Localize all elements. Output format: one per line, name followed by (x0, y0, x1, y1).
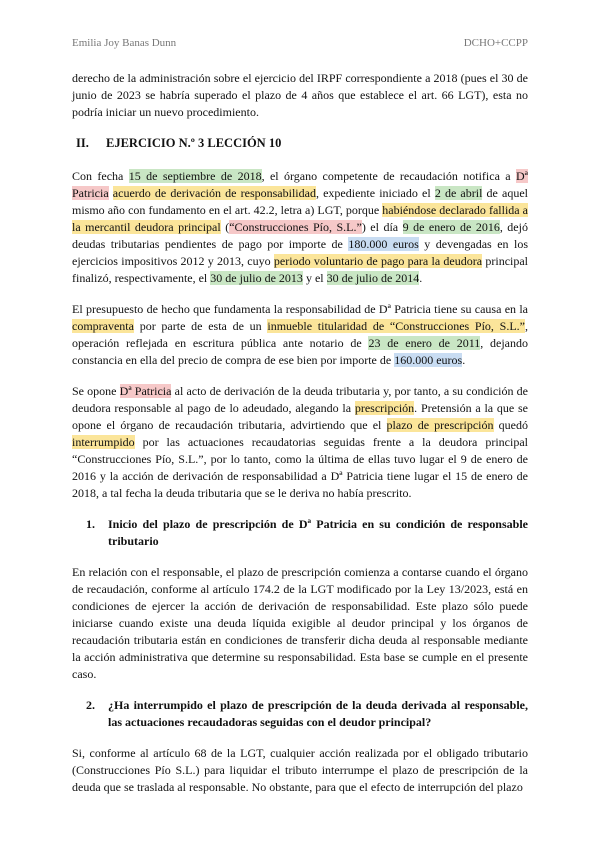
highlight-bankruptcy: habiéndose declarado fallida a la mercantil deudora principal (72, 203, 529, 234)
text-run: por parte de esta de un (133, 319, 268, 333)
paragraph-intro: derecho de la administración sobre el ejercicio del IRPF correspondiente a 2018 (pues el 30 de junio de 2023 se habría superado el plazo de 4 años que establece el art. 66 LGT), esta no podría iniciar un nuevo procedimiento. (72, 71, 528, 119)
text-run: , el órgano competente de recaudación notifica a (261, 169, 517, 183)
subheading-title: ¿Ha interrumpido el plazo de prescripción de la deuda derivada al responsable, las actuaciones recaudadoras seguidas con el deudor principal? (108, 698, 528, 729)
text-run: , operación reflejada en escritura pública ante notario de (72, 319, 528, 350)
highlight-prescription: prescripción (354, 401, 415, 415)
highlight-party-patricia: Dª Patricia (119, 384, 172, 398)
highlight-date-bankruptcy: 9 de enero de 2016 (402, 220, 500, 234)
highlight-amount-debt: 180.000 euros (348, 237, 419, 251)
highlight-date-2014: 30 de julio de 2014 (326, 271, 420, 285)
section-number: II. (76, 136, 89, 150)
text-run: . Pretensión a la que se opone el órgano de recaudación tributaria, advirtiendo que el (72, 401, 529, 432)
subheading-2 (72, 697, 528, 731)
header-course: DCHO+CCPP (463, 37, 528, 49)
subheading-number: 1. (86, 517, 95, 531)
text-run: . (462, 353, 466, 367)
text-run: El presupuesto de hecho que fundamenta la responsabilidad de Dª Patricia tiene su causa en la (72, 302, 528, 316)
text-run: . (419, 271, 423, 285)
highlight-date-2013: 30 de julio de 2013 (210, 271, 303, 285)
text-run: y devengadas en los ejercicios impositivos 2012 y 2013, cuyo (72, 237, 528, 268)
section-title: EJERCICIO N.º 3 LECCIÓN 10 (106, 136, 282, 150)
paragraph-opposition (72, 383, 528, 502)
highlight-sale: compraventa (72, 319, 134, 333)
text-run: quedó (493, 418, 528, 432)
section-heading (72, 135, 528, 152)
text-run: ) el día (361, 220, 403, 234)
text-run: , dejó deudas tributarias pendientes de pago por importe de (72, 220, 528, 251)
text-run: Con fecha (72, 169, 129, 183)
highlight-interrupted: interrumpido (72, 435, 135, 449)
subheading-number: 2. (86, 698, 95, 712)
subheading-1 (72, 516, 528, 550)
text-run: Se opone (72, 384, 120, 398)
paragraph-interruption: Si, conforme al artículo 68 de la LGT, cualquier acción realizada por el obligado tributario (Construcciones Pío S.L.) para liquidar el tributo interrumpe el plazo de prescripción de la deuda que se traslada al responsable. No obstante, para que el efecto de interrupción del plazo (72, 746, 528, 794)
highlight-voluntary-period: periodo voluntario de pago para la deudora (273, 254, 483, 268)
paragraph-basis (72, 301, 528, 369)
highlight-date-start: 2 de abril (434, 186, 483, 200)
document-body (72, 70, 528, 810)
highlight-amount-price: 160.000 euros (394, 353, 463, 367)
highlight-company: “Construcciones Pío, S.L.” (229, 220, 362, 234)
text-run: , dejando constancia en ella del precio de compra de ese bien por importe de (72, 336, 528, 367)
highlight-date-deed: 23 de enero de 2011 (368, 336, 481, 350)
text-run: , expediente iniciado el (315, 186, 435, 200)
text-run: por las actuaciones recaudatorias seguidas frente a la deudora principal “Construcciones Pío, S.L.”, por lo tanto, como la última de ellas tuvo lugar el 9 de enero de 2016 y la acción de derivación de responsabilidad a Dª Patricia tiene lugar el 15 de enero de 2018, a tal fecha la deuda tributaria que se le deriva no había prescrito. (72, 435, 528, 500)
text-run: de aquel mismo año con fundamento en el art. 42.2, letra a) LGT, porque (72, 186, 529, 217)
text-run: ( (220, 220, 230, 234)
text-run: y el (302, 271, 327, 285)
highlight-derivation-agreement: acuerdo de derivación de responsabilidad (112, 186, 316, 200)
highlight-date-notification: 15 de septiembre de 2018 (128, 169, 262, 183)
subheading-title: Inicio del plazo de prescripción de Dª Patricia en su condición de responsable tributario (108, 517, 528, 548)
highlight-prescription-period: plazo de prescripción (386, 418, 494, 432)
paragraph-facts (72, 168, 528, 287)
highlight-property: inmueble titularidad de “Construcciones Pío, S.L.” (267, 319, 525, 333)
header-author: Emilia Joy Banas Dunn (72, 37, 177, 49)
paragraph-start-period: En relación con el responsable, el plazo de prescripción comienza a contarse cuando el órgano de recaudación, conforme al artículo 174.2 de la LGT modificado por la Ley 13/2023, está en condiciones de ejercer la acción de derivación de responsabilidad. Este plazo sólo puede iniciarse cuando existe una deuda líquida exigible al deudor principal y los órganos de recaudación tributaria están en condiciones de transferir dicha deuda al responsable mediante la acción administrativa que determine su responsabilidad. Esta base se cumple en el presente caso. (72, 565, 528, 681)
text-run: al acto de derivación de la deuda tributaria y, por tanto, a su condición de deudora responsable al pago de lo adeudado, alegando la (72, 384, 528, 415)
highlight-party-patricia: Dª Patricia (72, 169, 528, 200)
text-run: principal finalizó, respectivamente, el (72, 254, 529, 285)
